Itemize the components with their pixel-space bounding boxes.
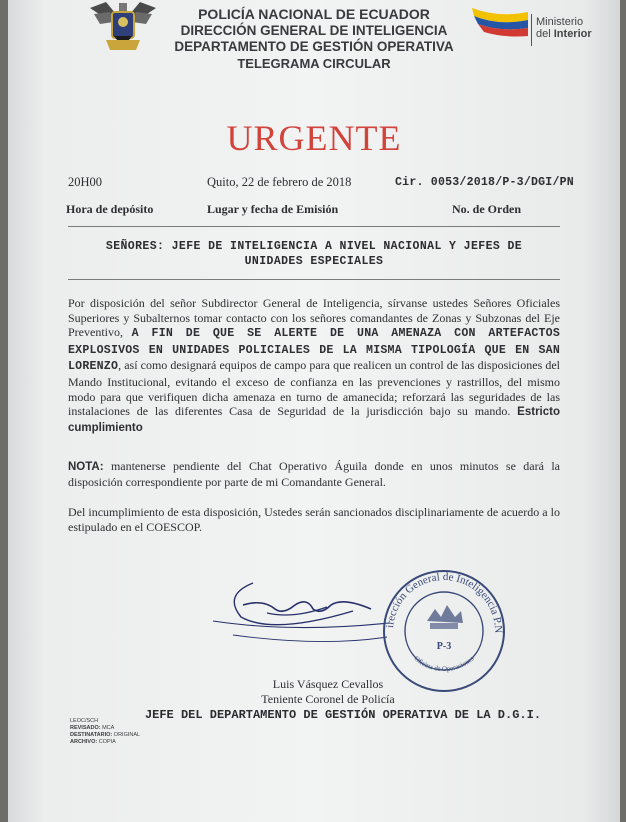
alert-text: A FIN DE QUE SE ALERTE DE UNA AMENAZA CON ARTEFACTOS EXPLOSIVOS EN UNIDADES POLICIALES DE LA MISMA TIPOLOGÍA QUE EN SAN LORENZO (68, 327, 561, 374)
stamp-bottom-text: Oficina de Operaciones (412, 654, 476, 674)
divider-top (68, 226, 560, 227)
addressee (68, 239, 560, 269)
ministry-divider (531, 14, 532, 46)
header-document-type: TELEGRAMA CIRCULAR (237, 56, 391, 71)
paragraph-text: Por disposición del señor Subdirector General de Inteligencia, sírvanse ustedes Señores Oficiales Superiores y Subalternos tomar contacto con los señores comandantes de Zonas y Subzonas del Eje Preventivo, (68, 296, 560, 340)
recipient-label: DESTINATARIO: (70, 732, 113, 738)
note-text: mantenerse pendiente del Chat Operativo Águila donde en unos minutos se dará la disposición correspondiente por parte de mi Comandante General. (68, 459, 560, 489)
reference-archive (70, 739, 116, 745)
deposit-hour-label: Hora de depósito (66, 202, 154, 216)
stamp-center-code: P-3 (436, 641, 452, 652)
paragraph-text-cont: , así como designará equipos de campo para que realicen un control de las disposiciones del Mando Institucional, evitando el exceso de confianza en las prevenciones y rastrillos, del mismo modo para que verifiquen dicha amenaza en turno de amanecida; reforzará las seguridades de las instalaciones de las diferentes Casa de Seguridad de la jurisdicción bajo su mando. (68, 358, 560, 419)
addressee-line2: UNIDADES ESPECIALES (244, 255, 384, 268)
header-department: DEPARTAMENTO DE GESTIÓN OPERATIVA (174, 39, 454, 54)
reviewed-value: MCA (102, 725, 115, 731)
stamp-ring-text: irección General de Inteligencia P.N (384, 570, 505, 634)
deposit-hour: 20H00 (68, 175, 103, 189)
signatory-rank: Teniente Coronel de Policía (261, 692, 395, 706)
order-number-label: No. de Orden (452, 202, 521, 216)
ministry-line2-bold: Interior (553, 28, 592, 40)
note-label: NOTA: (68, 461, 104, 473)
handwritten-signature (203, 575, 393, 655)
divider-bottom (68, 279, 560, 280)
svg-text:Oficina de Operaciones (413, 654, 476, 673)
ministry-line1: Ministerio (536, 16, 584, 28)
reference-initials: LEOC/SCH (70, 718, 99, 724)
header-direction: DIRECCIÓN GENERAL DE INTELIGENCIA (180, 23, 448, 38)
ministry-line2 (536, 28, 592, 40)
reference-recipient (70, 732, 140, 738)
reviewed-label: REVISADO: (70, 725, 101, 731)
official-stamp (375, 565, 513, 693)
note-paragraph (68, 459, 560, 489)
ministry-line2-prefix: del (536, 28, 554, 40)
sanction-paragraph: Del incumplimiento de esta disposición, Ustedes serán sancionados disciplinariamente de acuerdo a lo estipulado en el COESCOP. (68, 505, 560, 534)
signatory-name: Luis Vásquez Cevallos (272, 677, 384, 691)
recipient-value: ORIGINAL (113, 732, 141, 738)
place-and-date: Quito, 22 de febrero de 2018 (207, 175, 352, 189)
ministry-name (536, 16, 592, 40)
signatory-position: JEFE DEL DEPARTAMENTO DE GESTIÓN OPERATIVA DE LA D.G.I. (144, 708, 542, 722)
archive-value: COPIA (98, 739, 116, 745)
main-paragraph (68, 296, 560, 435)
archive-label: ARCHIVO: (70, 739, 98, 745)
ecuador-flag-swoosh-logo (468, 2, 532, 46)
urgency-heading: URGENTE (226, 118, 402, 158)
strict-compliance: Estricto cumplimiento (68, 406, 560, 434)
header-institution: POLICÍA NACIONAL DE ECUADOR (198, 6, 430, 22)
addressee-line1: SEÑORES: JEFE DE INTELIGENCIA A NIVEL NACIONAL Y JEFES DE (105, 240, 523, 253)
order-number: Cir. 0053/2018/P-3/DGI/PN (395, 176, 574, 189)
place-date-label: Lugar y fecha de Emisión (207, 202, 339, 216)
telegram-document (8, 0, 620, 822)
reference-reviewed (70, 725, 114, 731)
